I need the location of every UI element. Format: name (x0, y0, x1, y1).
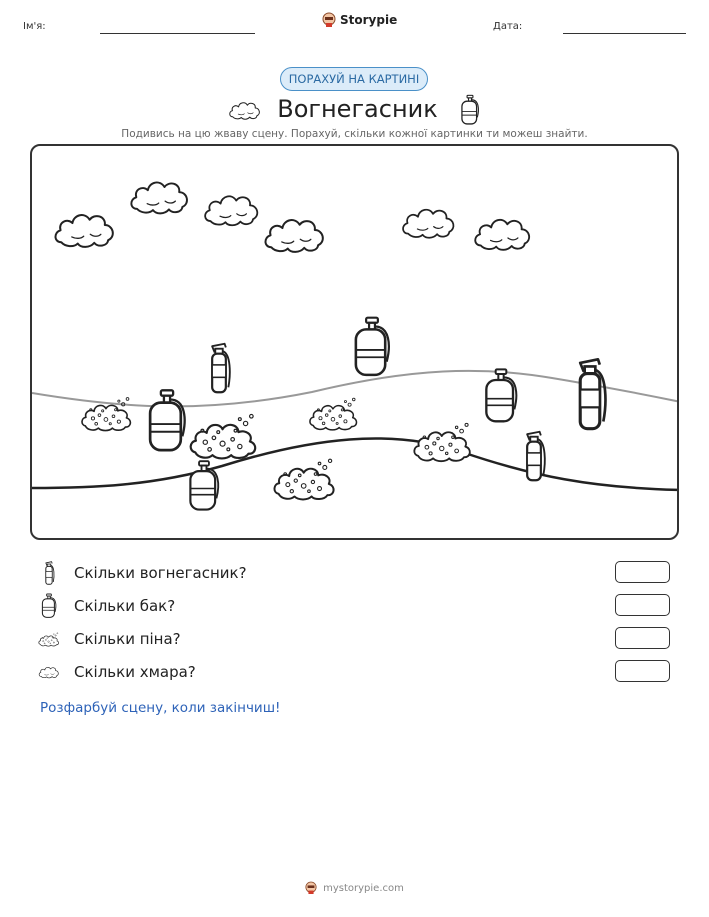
question-row (38, 626, 670, 652)
fire-extinguisher-icon (212, 344, 230, 393)
cloud-icon (55, 215, 112, 247)
storypie-logo-icon (305, 881, 317, 895)
question-row (38, 593, 670, 619)
cloud-icon (403, 210, 453, 238)
question-text: Скільки хмара? (74, 663, 196, 681)
instructions: Подивись на цю жваву сцену. Порахуй, скільки кожної картинки ти можеш знайти. (121, 128, 588, 140)
tank-icon (38, 593, 60, 619)
foam-icon (310, 398, 357, 430)
fire-extinguisher-icon (527, 432, 545, 481)
foam-icon (414, 423, 470, 461)
page-title: Вогнегасник (0, 93, 709, 127)
coloring-instruction: Розфарбуй сцену, коли закінчиш! (40, 700, 281, 716)
cloud-icon (228, 99, 262, 121)
answer-box[interactable] (615, 594, 670, 616)
date-line[interactable] (563, 33, 686, 34)
scene-drawing (32, 146, 679, 540)
question-text: Скільки піна? (74, 630, 181, 648)
fire-extinguisher-icon (580, 359, 605, 428)
question-text: Скільки вогнегасник? (74, 564, 247, 582)
question-row (38, 659, 670, 685)
fire-extinguisher-icon (38, 560, 60, 586)
question-text: Скільки бак? (74, 597, 176, 615)
name-line[interactable] (100, 33, 255, 34)
activity-badge: ПОРАХУЙ НА КАРТИНІ (280, 67, 428, 91)
foam-icon (274, 459, 333, 499)
cloud-icon (38, 659, 60, 685)
tank-icon (356, 318, 389, 375)
name-label: Ім'я: (23, 21, 46, 32)
cloud-icon (205, 196, 257, 225)
cloud-icon (475, 220, 529, 250)
cloud-icon (265, 220, 322, 252)
question-row (38, 560, 670, 586)
answer-box[interactable] (615, 561, 670, 583)
brand-logo (322, 12, 397, 28)
date-label: Дата: (493, 21, 523, 32)
tank-icon (150, 390, 184, 450)
counting-scene (30, 144, 679, 540)
footer (0, 881, 709, 895)
answer-box[interactable] (615, 660, 670, 682)
answer-box[interactable] (615, 627, 670, 649)
brand-name: Storypie (340, 13, 398, 27)
storypie-logo-icon (322, 12, 336, 28)
footer-site[interactable]: mystorypie.com (323, 882, 404, 894)
foam-icon (38, 626, 60, 652)
cloud-icon (131, 182, 187, 213)
foam-icon (191, 414, 256, 458)
tank-icon (486, 369, 516, 421)
tank-icon (459, 93, 481, 127)
